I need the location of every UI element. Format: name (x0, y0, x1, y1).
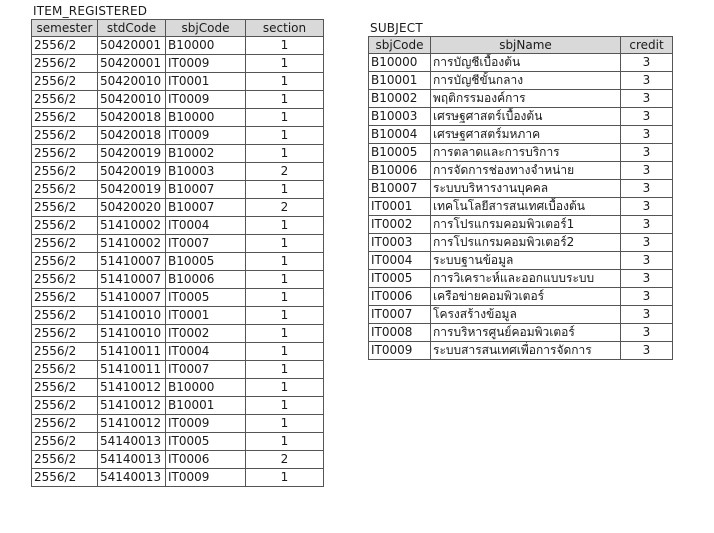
cell-sbjname: เศรษฐศาสตร์มหภาค (431, 126, 621, 144)
table-row (32, 307, 324, 325)
cell-semester: 2556/2 (32, 343, 98, 361)
cell-credit: 3 (621, 198, 673, 216)
cell-sbjname: พฤติกรรมองค์การ (431, 90, 621, 108)
cell-sbjcode: IT0007 (166, 361, 246, 379)
cell-sbjname: การบริหารศูนย์คอมพิวเตอร์ (431, 324, 621, 342)
cell-sbjcode: B10004 (369, 126, 431, 144)
cell-sbjcode: B10006 (369, 162, 431, 180)
cell-semester: 2556/2 (32, 37, 98, 55)
cell-sbjname: เครือข่ายคอมพิวเตอร์ (431, 288, 621, 306)
cell-credit: 3 (621, 234, 673, 252)
cell-stdcode: 51410010 (98, 307, 166, 325)
cell-sbjcode: IT0006 (166, 451, 246, 469)
table-row (32, 433, 324, 451)
cell-section: 1 (246, 127, 324, 145)
cell-credit: 3 (621, 90, 673, 108)
cell-sbjcode: IT0007 (166, 235, 246, 253)
table-row (32, 73, 324, 91)
cell-sbjname: โครงสร้างข้อมูล (431, 306, 621, 324)
table-row (369, 180, 673, 198)
cell-sbjcode: IT0007 (369, 306, 431, 324)
table-row (369, 144, 673, 162)
cell-sbjcode: IT0009 (166, 91, 246, 109)
cell-stdcode: 54140013 (98, 433, 166, 451)
cell-section: 1 (246, 469, 324, 487)
header-sbjname: sbjName (431, 37, 621, 54)
cell-credit: 3 (621, 270, 673, 288)
cell-stdcode: 54140013 (98, 451, 166, 469)
cell-semester: 2556/2 (32, 145, 98, 163)
cell-sbjcode: B10000 (166, 109, 246, 127)
cell-credit: 3 (621, 288, 673, 306)
table-row (32, 379, 324, 397)
cell-sbjcode: IT0005 (166, 433, 246, 451)
table-row (32, 217, 324, 235)
cell-section: 1 (246, 109, 324, 127)
header-section: section (246, 20, 324, 37)
table-row (32, 325, 324, 343)
table-row (32, 199, 324, 217)
cell-stdcode: 51410007 (98, 289, 166, 307)
cell-section: 1 (246, 217, 324, 235)
cell-sbjname: การโปรแกรมคอมพิวเตอร์2 (431, 234, 621, 252)
cell-semester: 2556/2 (32, 127, 98, 145)
cell-sbjcode: IT0008 (369, 324, 431, 342)
cell-sbjcode: IT0005 (166, 289, 246, 307)
table-row (32, 163, 324, 181)
cell-section: 1 (246, 433, 324, 451)
table-row (32, 91, 324, 109)
cell-semester: 2556/2 (32, 217, 98, 235)
item-registered-table (31, 19, 324, 487)
table-row (369, 90, 673, 108)
cell-stdcode: 51410002 (98, 235, 166, 253)
cell-credit: 3 (621, 126, 673, 144)
cell-section: 1 (246, 73, 324, 91)
table-row (32, 109, 324, 127)
cell-sbjcode: IT0002 (166, 325, 246, 343)
table-row (32, 253, 324, 271)
cell-section: 2 (246, 451, 324, 469)
cell-credit: 3 (621, 306, 673, 324)
cell-semester: 2556/2 (32, 55, 98, 73)
cell-section: 1 (246, 181, 324, 199)
cell-sbjcode: B10007 (166, 181, 246, 199)
cell-stdcode: 51410007 (98, 271, 166, 289)
cell-semester: 2556/2 (32, 73, 98, 91)
header-stdcode: stdCode (98, 20, 166, 37)
cell-sbjname: การตลาดและการบริการ (431, 144, 621, 162)
cell-semester: 2556/2 (32, 235, 98, 253)
cell-section: 1 (246, 145, 324, 163)
cell-sbjname: เทคโนโลยีสารสนเทศเบื้องต้น (431, 198, 621, 216)
table-row (369, 252, 673, 270)
cell-sbjcode: B10002 (166, 145, 246, 163)
table-row (369, 234, 673, 252)
table-row (32, 361, 324, 379)
cell-sbjcode: IT0004 (166, 343, 246, 361)
cell-credit: 3 (621, 216, 673, 234)
cell-stdcode: 51410002 (98, 217, 166, 235)
cell-stdcode: 50420010 (98, 73, 166, 91)
cell-sbjcode: IT0004 (166, 217, 246, 235)
cell-sbjcode: IT0009 (166, 55, 246, 73)
table-row (32, 37, 324, 55)
cell-sbjname: การวิเคราะห์และออกแบบระบบ (431, 270, 621, 288)
cell-section: 1 (246, 343, 324, 361)
header-sbjcode: sbjCode (166, 20, 246, 37)
cell-credit: 3 (621, 144, 673, 162)
cell-semester: 2556/2 (32, 379, 98, 397)
table-row (369, 54, 673, 72)
cell-stdcode: 51410007 (98, 253, 166, 271)
cell-semester: 2556/2 (32, 415, 98, 433)
cell-semester: 2556/2 (32, 469, 98, 487)
cell-sbjname: การบัญชีขั้นกลาง (431, 72, 621, 90)
header-sbjcode: sbjCode (369, 37, 431, 54)
cell-section: 1 (246, 397, 324, 415)
cell-stdcode: 50420001 (98, 37, 166, 55)
cell-stdcode: 51410012 (98, 379, 166, 397)
cell-credit: 3 (621, 108, 673, 126)
cell-stdcode: 51410010 (98, 325, 166, 343)
cell-sbjname: การจัดการช่องทางจำหน่าย (431, 162, 621, 180)
cell-sbjcode: B10005 (369, 144, 431, 162)
cell-semester: 2556/2 (32, 325, 98, 343)
table-row (369, 216, 673, 234)
table-row (369, 342, 673, 360)
cell-sbjcode: IT0006 (369, 288, 431, 306)
table-row (32, 451, 324, 469)
cell-sbjcode: B10007 (369, 180, 431, 198)
cell-sbjcode: IT0009 (166, 415, 246, 433)
table-row (32, 343, 324, 361)
table-row (32, 235, 324, 253)
cell-sbjcode: B10005 (166, 253, 246, 271)
cell-credit: 3 (621, 54, 673, 72)
cell-sbjname: การบัญชีเบื้องต้น (431, 54, 621, 72)
cell-semester: 2556/2 (32, 91, 98, 109)
table-row (369, 270, 673, 288)
cell-semester: 2556/2 (32, 181, 98, 199)
cell-sbjname: เศรษฐศาสตร์เบื้องต้น (431, 108, 621, 126)
table-row (32, 397, 324, 415)
cell-sbjcode: B10000 (166, 379, 246, 397)
table-row (32, 127, 324, 145)
cell-semester: 2556/2 (32, 289, 98, 307)
table-row (369, 72, 673, 90)
cell-semester: 2556/2 (32, 433, 98, 451)
cell-section: 2 (246, 163, 324, 181)
cell-sbjcode: IT0002 (369, 216, 431, 234)
cell-sbjname: ระบบสารสนเทศเพื่อการจัดการ (431, 342, 621, 360)
cell-sbjname: ระบบฐานข้อมูล (431, 252, 621, 270)
cell-sbjcode: IT0004 (369, 252, 431, 270)
item-registered-title: ITEM_REGISTERED (33, 4, 148, 18)
table-row (32, 415, 324, 433)
cell-semester: 2556/2 (32, 451, 98, 469)
table-row (369, 108, 673, 126)
cell-semester: 2556/2 (32, 397, 98, 415)
cell-stdcode: 50420010 (98, 91, 166, 109)
cell-stdcode: 50420019 (98, 145, 166, 163)
cell-sbjcode: B10000 (369, 54, 431, 72)
cell-sbjcode: B10007 (166, 199, 246, 217)
cell-sbjcode: IT0001 (166, 307, 246, 325)
cell-credit: 3 (621, 342, 673, 360)
cell-sbjcode: B10000 (166, 37, 246, 55)
cell-sbjcode: B10001 (369, 72, 431, 90)
cell-semester: 2556/2 (32, 199, 98, 217)
cell-sbjcode: IT0001 (369, 198, 431, 216)
cell-section: 1 (246, 253, 324, 271)
cell-sbjname: ระบบบริหารงานบุคคล (431, 180, 621, 198)
cell-sbjcode: B10003 (369, 108, 431, 126)
cell-sbjcode: IT0003 (369, 234, 431, 252)
cell-section: 1 (246, 415, 324, 433)
table-row (32, 271, 324, 289)
header-credit: credit (621, 37, 673, 54)
cell-semester: 2556/2 (32, 271, 98, 289)
cell-stdcode: 50420001 (98, 55, 166, 73)
table-row (32, 181, 324, 199)
cell-sbjcode: IT0009 (369, 342, 431, 360)
cell-sbjcode: B10003 (166, 163, 246, 181)
subject-table (368, 36, 673, 360)
cell-section: 1 (246, 271, 324, 289)
cell-credit: 3 (621, 180, 673, 198)
cell-stdcode: 50420019 (98, 181, 166, 199)
cell-sbjcode: B10001 (166, 397, 246, 415)
cell-section: 1 (246, 235, 324, 253)
cell-credit: 3 (621, 324, 673, 342)
cell-section: 1 (246, 361, 324, 379)
cell-section: 1 (246, 325, 324, 343)
cell-stdcode: 50420019 (98, 163, 166, 181)
cell-sbjcode: B10002 (369, 90, 431, 108)
table-row (369, 126, 673, 144)
cell-sbjcode: IT0009 (166, 469, 246, 487)
cell-stdcode: 50420018 (98, 109, 166, 127)
subject-title: SUBJECT (370, 21, 423, 35)
cell-section: 1 (246, 289, 324, 307)
cell-section: 1 (246, 37, 324, 55)
cell-sbjcode: IT0005 (369, 270, 431, 288)
table-row (32, 469, 324, 487)
cell-stdcode: 50420020 (98, 199, 166, 217)
cell-stdcode: 54140013 (98, 469, 166, 487)
cell-sbjname: การโปรแกรมคอมพิวเตอร์1 (431, 216, 621, 234)
item-registered-header-row (32, 20, 324, 37)
cell-section: 1 (246, 379, 324, 397)
table-row (369, 288, 673, 306)
table-row (369, 198, 673, 216)
cell-sbjcode: IT0001 (166, 73, 246, 91)
table-row (32, 55, 324, 73)
cell-semester: 2556/2 (32, 361, 98, 379)
cell-stdcode: 51410011 (98, 343, 166, 361)
cell-semester: 2556/2 (32, 109, 98, 127)
table-row (369, 306, 673, 324)
cell-semester: 2556/2 (32, 163, 98, 181)
cell-stdcode: 51410012 (98, 415, 166, 433)
subject-header-row (369, 37, 673, 54)
cell-stdcode: 51410011 (98, 361, 166, 379)
table-row (369, 162, 673, 180)
cell-sbjcode: B10006 (166, 271, 246, 289)
cell-credit: 3 (621, 72, 673, 90)
table-row (32, 289, 324, 307)
table-row (32, 145, 324, 163)
header-semester: semester (32, 20, 98, 37)
cell-section: 1 (246, 55, 324, 73)
cell-section: 2 (246, 199, 324, 217)
cell-stdcode: 51410012 (98, 397, 166, 415)
cell-stdcode: 50420018 (98, 127, 166, 145)
cell-section: 1 (246, 307, 324, 325)
cell-credit: 3 (621, 252, 673, 270)
table-row (369, 324, 673, 342)
cell-section: 1 (246, 91, 324, 109)
cell-semester: 2556/2 (32, 307, 98, 325)
cell-semester: 2556/2 (32, 253, 98, 271)
cell-credit: 3 (621, 162, 673, 180)
cell-sbjcode: IT0009 (166, 127, 246, 145)
